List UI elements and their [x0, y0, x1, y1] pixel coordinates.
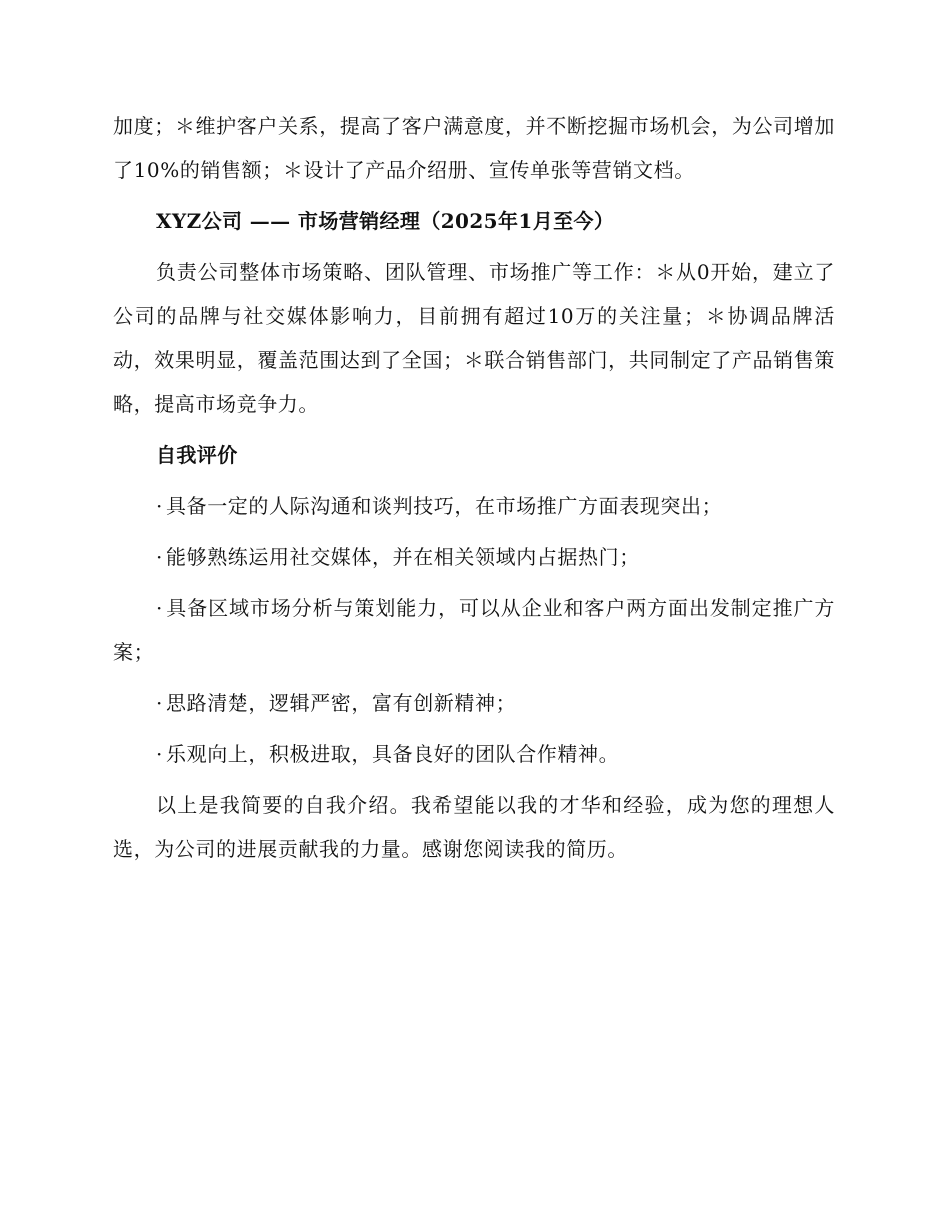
self-eval-item	[113, 586, 835, 674]
self-eval-item-text: 思路清楚，逻辑严密，富有创新精神；	[166, 691, 517, 715]
self-eval-item	[113, 484, 835, 528]
self-eval-item-text: 具备区域市场分析与策划能力，可以从企业和客户两方面出发制定推广方案；	[113, 596, 835, 664]
bullet-marker: ·	[156, 596, 163, 620]
bullet-marker: ·	[156, 494, 163, 518]
self-eval-item-text: 乐观向上，积极进取，具备良好的团队合作精神。	[166, 742, 620, 766]
closing-paragraph: 以上是我简要的自我介绍。我希望能以我的才华和经验，成为您的理想人选，为公司的进展贡献我的力量。感谢您阅读我的简历。	[113, 793, 835, 861]
self-eval-item-text: 能够熟练运用社交媒体，并在相关领域内占据热门；	[166, 545, 640, 569]
bullet-marker: ·	[156, 742, 163, 766]
self-eval-item-text: 具备一定的人际沟通和谈判技巧，在市场推广方面表现突出；	[166, 494, 723, 518]
self-evaluation-heading: 自我评价	[156, 443, 238, 467]
job-heading: XYZ公司 —— 市场营销经理（2025年1月至今）	[156, 209, 615, 233]
bullet-marker: ·	[156, 545, 163, 569]
bullet-marker: ·	[156, 691, 163, 715]
document-page	[113, 104, 835, 871]
self-eval-item	[113, 732, 835, 776]
self-eval-item	[113, 535, 835, 579]
continuation-paragraph: 加度；＊维护客户关系，提高了客户满意度，并不断挖掘市场机会，为公司增加了10%的销售额；＊设计了产品介绍册、宣传单张等营销文档。	[113, 114, 835, 182]
job-description-paragraph: 负责公司整体市场策略、团队管理、市场推广等工作：＊从0开始，建立了公司的品牌与社交媒体影响力，目前拥有超过10万的关注量；＊协调品牌活动，效果明显，覆盖范围达到了全国；＊联合销售部门，共同制定了产品销售策略，提高市场竞争力。	[113, 260, 835, 416]
self-eval-item	[113, 681, 835, 725]
